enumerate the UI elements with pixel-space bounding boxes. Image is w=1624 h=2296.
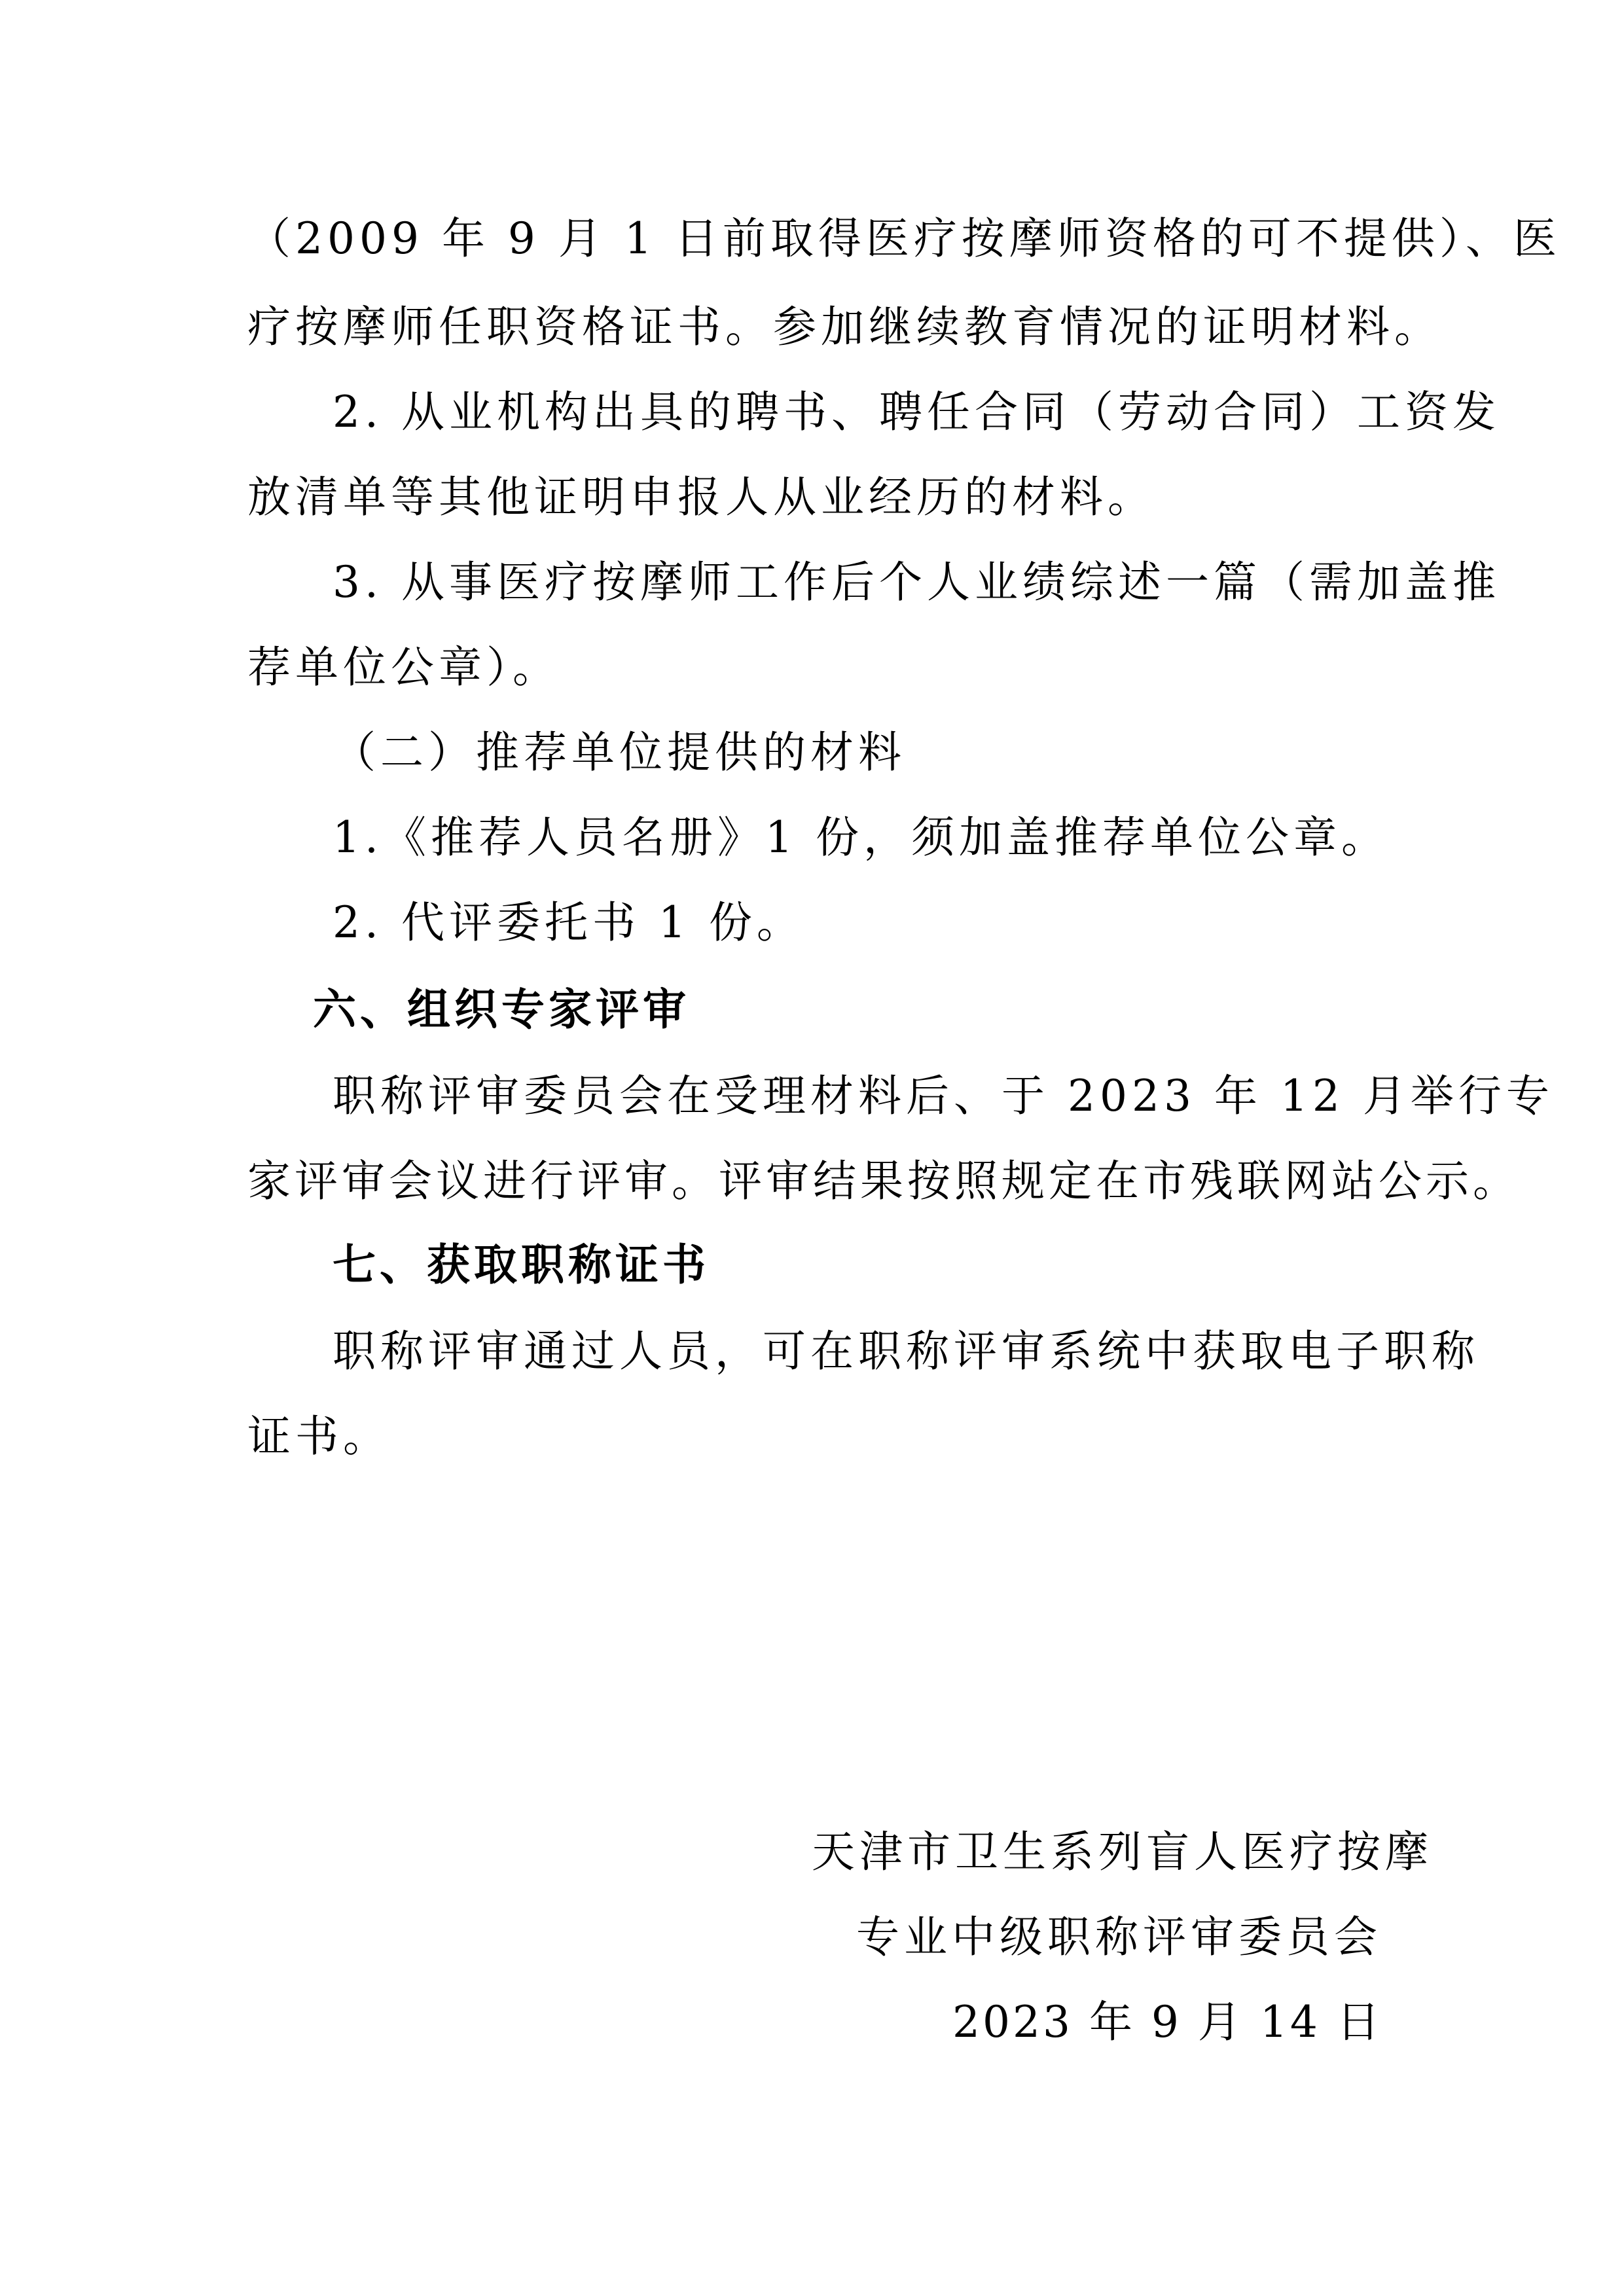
signature-date: 2023 年 9 月 14 日 [952,1997,1382,2047]
subsection-item-1: 1.《推荐人员名册》1 份，须加盖推荐单位公章。 [333,812,1389,863]
material-item-2-line-1: 2. 从业机构出具的聘书、聘任合同（劳动合同）工资发 [333,387,1500,437]
material-item-3-line-1: 3. 从事医疗按摩师工作后个人业绩综述一篇（需加盖推 [333,557,1500,607]
section-7-line-1: 职称评审通过人员，可在职称评审系统中获取电子职称 [333,1326,1479,1376]
section-6-line-1: 职称评审委员会在受理材料后、于 2023 年 12 月举行专 [333,1071,1554,1121]
section-6-line-2: 家评审会议进行评审。评审结果按照规定在市残联网站公示。 [247,1156,1520,1206]
section-heading-7: 七、获取职称证书 [333,1240,710,1290]
signature-organization-line-2: 专业中级职称评审委员会 [856,1912,1382,1962]
continuation-line-1: （2009 年 9 月 1 日前取得医疗按摩师资格的可不提供）、医 [247,213,1561,264]
section-7-line-2: 证书。 [247,1411,391,1462]
subsection-item-2: 2. 代评委托书 1 份。 [333,897,804,948]
signature-organization-line-1: 天津市卫生系列盲人医疗按摩 [812,1827,1433,1877]
section-heading-6: 六、组织专家评审 [313,984,690,1035]
subsection-title: （二）推荐单位提供的材料 [333,727,906,778]
continuation-line-2: 疗按摩师任职资格证书。参加继续教育情况的证明材料。 [247,302,1442,352]
material-item-3-line-2: 荐单位公章）。 [247,642,560,692]
material-item-2-line-2: 放清单等其他证明申报人从业经历的材料。 [247,472,1155,522]
